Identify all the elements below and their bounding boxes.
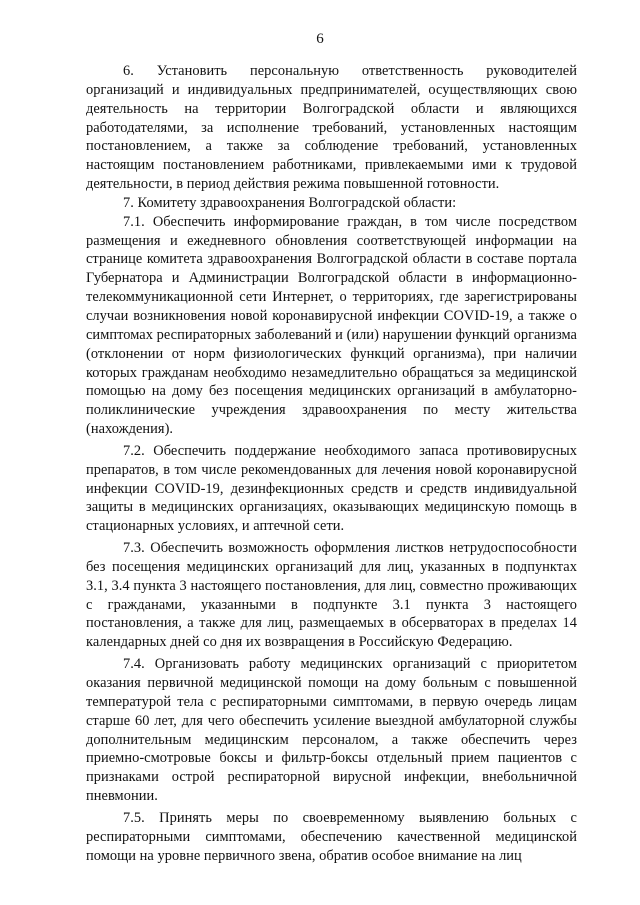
paragraph-7-2-supplies: 7.2. Обеспечить поддержание необходимого запаса противовирусных препаратов, в том числе рекомендованных для лечения новой коронавирусной инфекции COVID-19, дезинфекционных средств и средств индивидуальной защиты в медицинских организациях, оказывающих медицинскую помощь в стационарных условиях, и аптечной сети. xyxy=(86,442,577,535)
paragraph-7-3-sick-leave: 7.3. Обеспечить возможность оформления листков нетрудоспособности без посещения медицинских организаций для лиц, указанных в подпунктах 3.1, 3.4 пункта 3 настоящего постановления, для лиц, совместно проживающих с гражданами, указанными в подпункте 3.1 пункта 3 настоящего постановления, а также для лиц, размещаемых в обсерваторах в пределах 14 календарных дней со дня их возвращения в Российскую Федерацию. xyxy=(86,540,577,651)
document-body xyxy=(86,62,577,865)
paragraph-6-responsibility: 6. Установить персональную ответственность руководителей организаций и индивидуальных предпринимателей, осуществляющих свою деятельность на территории Волгоградской области и являющихся работодателями, за исполнение требований, установленных настоящим постановлением, а также за соблюдение требований, установленных настоящим постановлением работниками, привлекаемыми ими к трудовой деятельности, в период действия режима повышенной готовности. xyxy=(86,63,577,193)
page-number: 6 xyxy=(316,31,324,47)
paragraph-7-5-detection: 7.5. Принять меры по своевременному выявлению больных с респираторными симптомами, обеспечению качественной медицинской помощи на уровне первичного звена, обратив особое внимание на лиц xyxy=(86,809,577,864)
paragraph-7-4-home-care: 7.4. Организовать работу медицинских организаций с приоритетом оказания первичной медицинской помощи на дому больным с повышенной температурой тела с респираторными симптомами, в первую очередь лицам старше 60 лет, для чего обеспечить усиление выездной амбулаторной службы дополнительным медицинским персоналом, а также обеспечить через приемно-смотровые боксы и фильтр-боксы отдельный прием пациентов с признаками острой респираторной вирусной инфекции, внебольничной пневмонии. xyxy=(86,656,577,805)
paragraph-7-health-committee: 7. Комитету здравоохранения Волгоградской области: xyxy=(123,194,457,211)
paragraph-7-1-informing: 7.1. Обеспечить информирование граждан, в том числе посредством размещения и ежедневного обновления соответствующей информации на странице комитета здравоохранения Волгоградской области в составе портала Губернатора и Администрации Волгоградской области в информационно-телекоммуникационной сети Интернет, о территориях, где зарегистрированы случаи возникновения новой коронавирусной инфекции COVID-19, а также о симптомах респираторных заболеваний и (или) нарушении функций организма (отклонении от норм физиологических функций организма), при наличии которых гражданам необходимо незамедлительно обращаться за медицинской помощью на дому без посещения медицинских организаций в амбулаторно-поликлинические учреждения здравоохранения по месту жительства (нахождения). xyxy=(86,213,577,438)
